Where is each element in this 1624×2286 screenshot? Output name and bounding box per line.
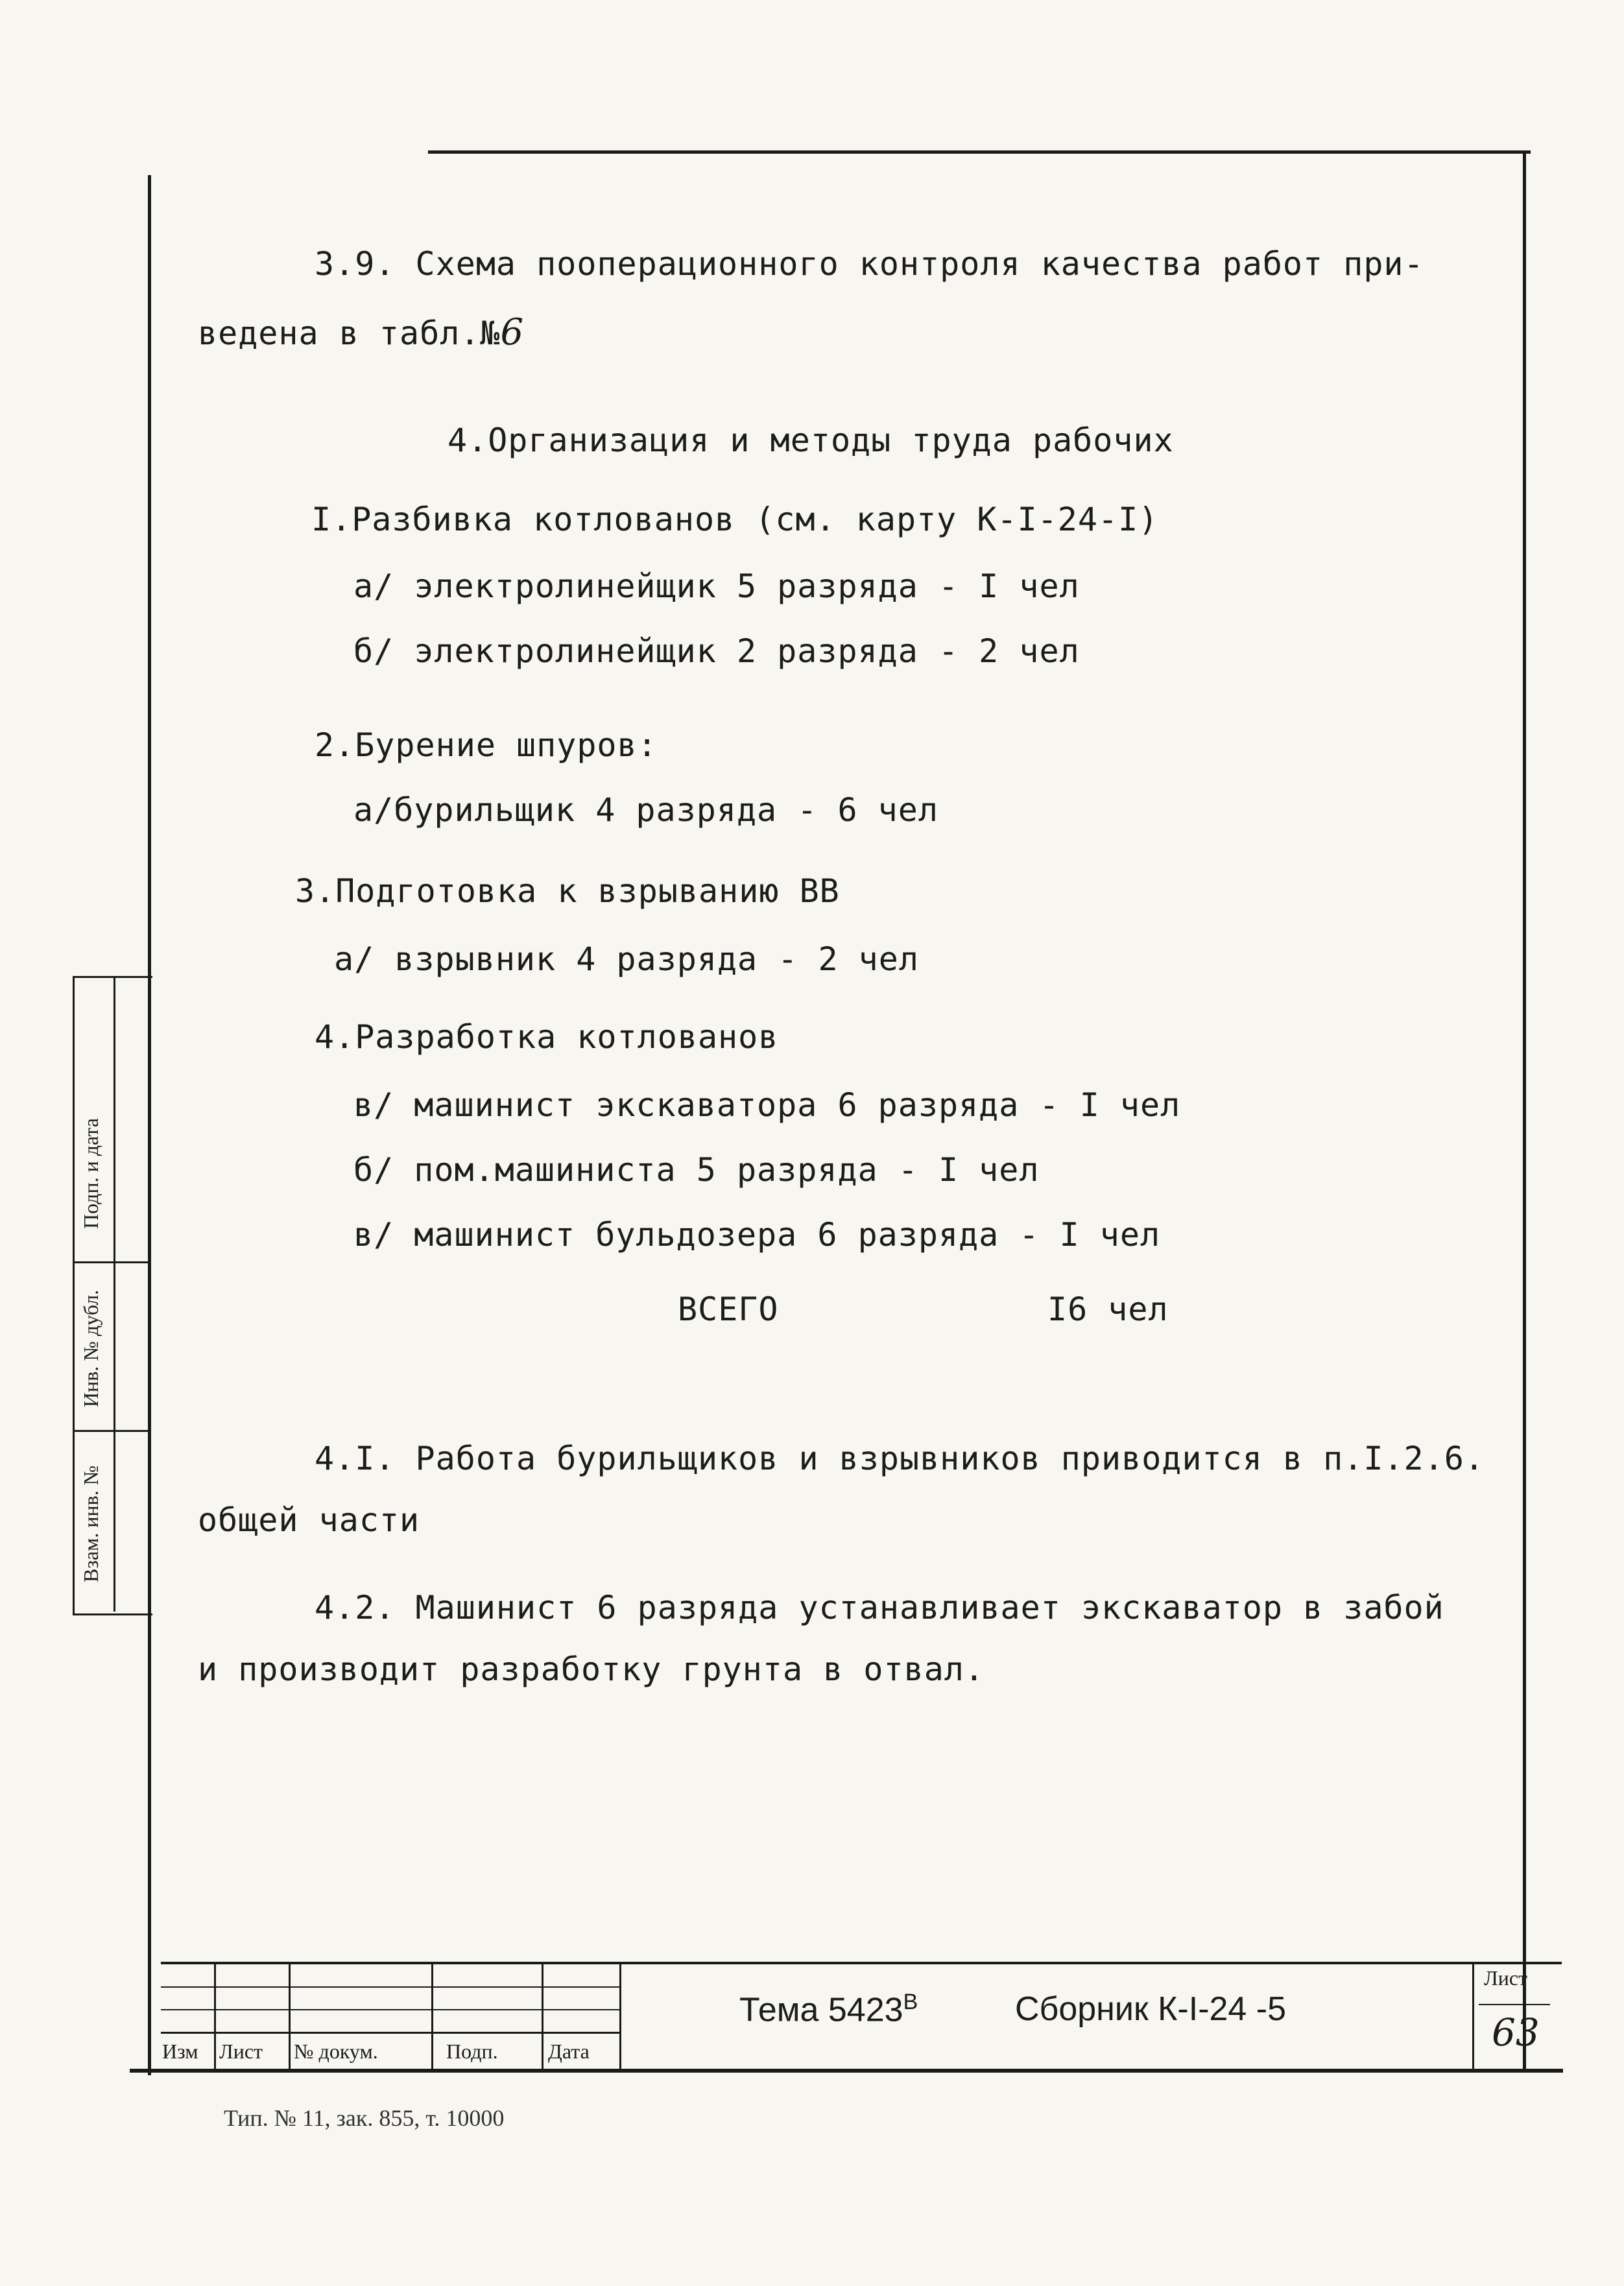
title-block-row-rule-1 [161, 1986, 621, 1988]
frame-top-rule [428, 150, 1531, 154]
item-3-a: а/ взрывник 4 разряда - 2 чел [334, 940, 919, 978]
collection-title: Сборник К-I-24 -5 [1015, 1990, 1287, 2028]
column-label-sheet: Лист [219, 2040, 263, 2063]
topic-text: Тема 5423 [739, 1991, 903, 2029]
item-4-a: в/ машинист экскаватора 6 разряда - I чел [353, 1086, 1181, 1124]
table-number-handwritten: 6 [500, 311, 525, 353]
title-block-col-sep-4 [542, 1962, 543, 2072]
para-4-1-line-2: общей части [198, 1501, 420, 1539]
side-label-dup-inv: Инв. № дубл. [79, 1289, 102, 1407]
topic-superscript: В [903, 1990, 918, 2014]
para-4-1-line-1: 4.I. Работа бурильщиков и взрывников приводится в п.I.2.6. [315, 1440, 1485, 1477]
side-stamp-divider-2 [73, 1430, 150, 1432]
item-1-title: I.Разбивка котлованов (см. карту К-I-24-I) [311, 501, 1159, 538]
title-block-col-sep-1 [214, 1962, 216, 2072]
title-block-top-rule [161, 1962, 1562, 1964]
topic-title [739, 1990, 918, 2029]
column-label-change: Изм [162, 2040, 198, 2063]
sheet-label-underline [1479, 2004, 1550, 2005]
title-block-col-sep-3 [431, 1962, 433, 2072]
title-block-col-sep-2 [289, 1962, 291, 2072]
title-block-col-sep-5 [619, 1962, 621, 2072]
side-stamp-inner-line [113, 976, 115, 1612]
item-4-b: б/ пом.машиниста 5 разряда - I чел [353, 1151, 1040, 1189]
sheet-number: 63 [1492, 2010, 1540, 2054]
column-label-signature: Подп. [446, 2040, 498, 2063]
title-block-row-rule-2 [161, 2009, 621, 2010]
item-4-c: в/ машинист бульдозера 6 разряда - I чел [353, 1216, 1161, 1254]
item-1-b: б/ электролинейщик 2 разряда - 2 чел [353, 632, 1080, 670]
total-label: ВСЕГО [678, 1291, 779, 1328]
para-4-2-line-2: и производит разработку грунта в отвал. [198, 1650, 985, 1688]
para-4-2-line-1: 4.2. Машинист 6 разряда устанавливает экскаватор в забой [315, 1589, 1444, 1626]
item-1-a: а/ электролинейщик 5 разряда - I чел [353, 567, 1080, 605]
total-value: I6 чел [1047, 1291, 1169, 1328]
para-3-9-line-2 [198, 311, 524, 353]
title-block-col-sep-6 [1472, 1962, 1474, 2072]
item-4-title: 4.Разработка котлованов [315, 1018, 779, 1056]
item-2-a: а/бурильщик 4 разряда - 6 чел [353, 791, 938, 829]
para-3-9-line-2-text: ведена в табл.№ [198, 315, 501, 352]
print-info: Тип. № 11, зак. 855, т. 10000 [224, 2105, 505, 2131]
section-title: 4.Организация и методы труда рабочих [448, 422, 1174, 459]
item-2-title: 2.Бурение шпуров: [315, 726, 658, 764]
para-3-9-line-1: 3.9. Схема пооперационного контроля качества работ при- [315, 245, 1424, 283]
sheet-label: Лист [1484, 1966, 1528, 1990]
frame-bottom-rule [130, 2069, 1563, 2073]
side-stamp-divider-1 [73, 1261, 150, 1263]
frame-right-rule [1523, 150, 1526, 2070]
title-block-mid-rule [161, 2032, 621, 2034]
item-3-title: 3.Подготовка к взрыванию ВВ [295, 872, 840, 910]
side-label-sign-date: Подп. и дата [79, 1118, 102, 1229]
column-label-date: Дата [548, 2040, 590, 2063]
side-label-replace-inv: Взам. инв. № [79, 1465, 102, 1582]
column-label-doc-number: № докум. [294, 2040, 378, 2063]
